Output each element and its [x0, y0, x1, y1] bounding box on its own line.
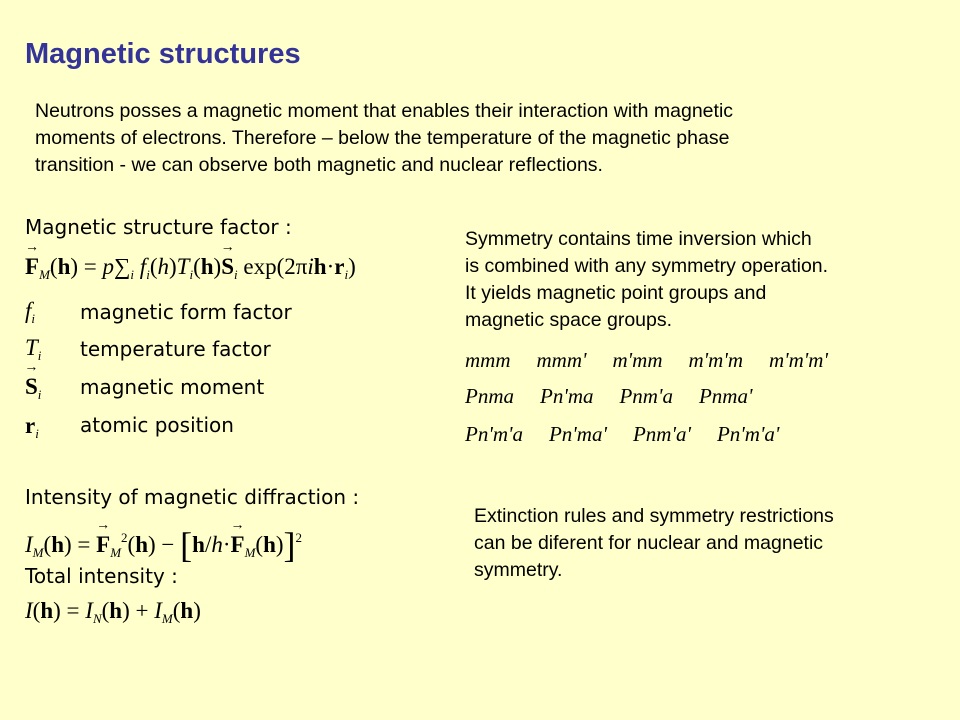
- symmetry-line: Symmetry contains time inversion which: [465, 228, 812, 250]
- space-group: Pn'm'a': [716, 422, 780, 446]
- total-intensity-heading: Total intensity :: [25, 564, 178, 588]
- intro-line: transition - we can observe both magnetic and nuclear reflections.: [35, 154, 603, 176]
- point-group: m'm'm': [768, 348, 828, 372]
- magnetic-moment-symbol: → $S_i$: [25, 374, 41, 403]
- total-intensity-equation: $I(h) = I_N(h) + I_M(h)$: [25, 598, 201, 626]
- space-group: Pnm'a: [619, 384, 673, 408]
- temperature-factor-symbol: $T_i$: [25, 335, 42, 363]
- point-group: mmm: [465, 348, 511, 372]
- slide-title: Magnetic structures: [25, 38, 301, 70]
- magnetic-intensity-equation: $I_M(h)$ = → $F_M^2(h) - [h/h\cdot\to F_M(h)]^2$: [25, 524, 302, 566]
- structure-factor-heading: Magnetic structure factor :: [25, 215, 292, 239]
- extinction-line: Extinction rules and symmetry restrictions: [474, 505, 834, 527]
- space-group: Pn'ma: [540, 384, 594, 408]
- symmetry-line: It yields magnetic point groups and: [465, 282, 767, 304]
- space-group: Pnm'a': [632, 422, 691, 446]
- temperature-factor-label: temperature factor: [80, 337, 271, 361]
- point-group: mmm': [536, 348, 587, 372]
- extinction-paragraph: [474, 503, 834, 584]
- form-factor-symbol: $f_i$: [25, 298, 36, 326]
- magnetic-space-groups-row-1: [465, 384, 778, 409]
- intro-paragraph: [35, 98, 915, 179]
- symmetry-line: magnetic space groups.: [465, 309, 673, 331]
- intensity-heading: Intensity of magnetic diffraction :: [25, 485, 360, 509]
- structure-factor-equation: → $F_M(h) = p\sum_i$ $f_i(h)T_i(h)\to S_i$ $\exp(2\pi ih\cdot r_i)$: [25, 254, 356, 283]
- extinction-line: symmetry.: [474, 559, 563, 581]
- form-factor-label: magnetic form factor: [80, 300, 292, 324]
- intro-line: Neutrons posses a magnetic moment that enables their interaction with magnetic: [35, 100, 734, 122]
- space-group: Pnma: [465, 384, 514, 408]
- symmetry-paragraph: [465, 226, 828, 334]
- point-group: m'm'm: [688, 348, 743, 372]
- point-group: m'mm: [612, 348, 663, 372]
- magnetic-moment-label: magnetic moment: [80, 375, 265, 399]
- atomic-position-symbol: $r_i$: [25, 413, 39, 441]
- magnetic-space-groups-row-2: [465, 422, 805, 447]
- space-group: Pn'ma': [548, 422, 607, 446]
- space-group: Pnma': [698, 384, 753, 408]
- atomic-position-label: atomic position: [80, 413, 234, 437]
- symmetry-line: is combined with any symmetry operation.: [465, 255, 829, 277]
- magnetic-point-groups: [465, 348, 854, 373]
- space-group: Pn'm'a: [465, 422, 523, 446]
- extinction-line: can be diferent for nuclear and magnetic: [474, 532, 824, 554]
- intro-line: moments of electrons. Therefore – below the temperature of the magnetic phase: [35, 127, 730, 149]
